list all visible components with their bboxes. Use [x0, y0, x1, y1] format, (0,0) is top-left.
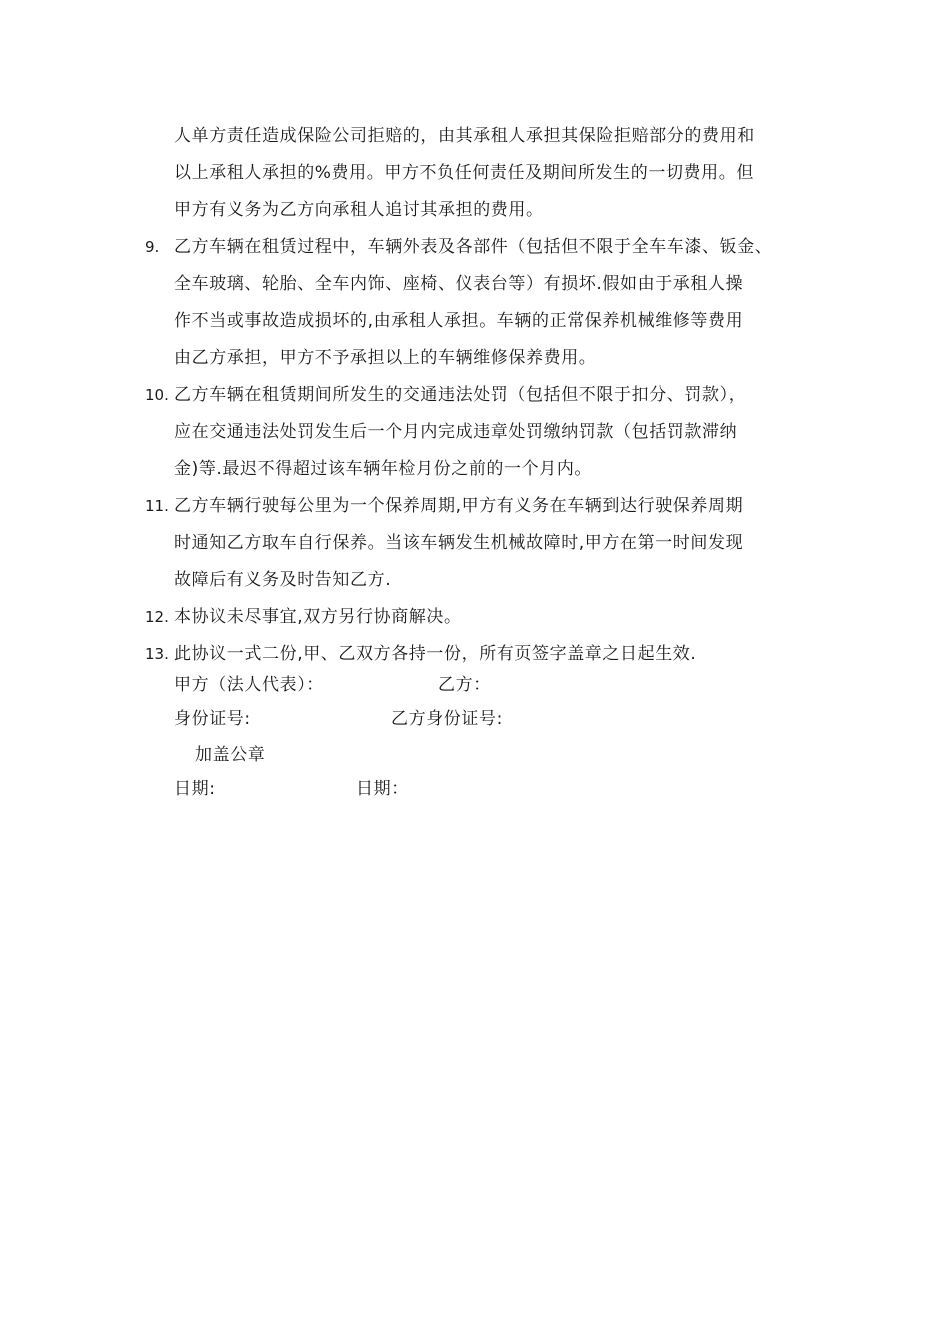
agreement-body — [145, 118, 825, 673]
id-number-label: 身份证号: — [174, 709, 251, 729]
clause-text: 全车玻璃、轮胎、全车内饰、座椅、仪表台等）有损坏.假如由于承租人操 — [174, 274, 744, 294]
clause-text: 本协议未尽事宜,双方另行协商解决。 — [174, 607, 462, 627]
clause-text: 乙方车辆在租赁期间所发生的交通违法处罚（包括但不限于扣分、罚款）， — [174, 385, 747, 405]
paragraph-line: 以上承租人承担的%费用。甲方不负任何责任及期间所发生的一切费用。但 — [174, 163, 754, 183]
clause-number: 9. — [145, 238, 160, 256]
clause-text: 时通知乙方取车自行保养。当该车辆发生机械故障时,甲方在第一时间发现 — [174, 533, 744, 553]
party-a-date-label: 日期: — [174, 779, 216, 799]
party-b-id-number-label: 乙方身份证号: — [391, 709, 503, 729]
company-seal-label: 加盖公章 — [195, 745, 266, 765]
clause-text: 乙方车辆在租赁过程中，车辆外表及各部件（包括但不限于全车车漆、钣金、 — [174, 237, 773, 257]
party-a-label: 甲方（法人代表）： — [174, 675, 324, 695]
clause-text: 乙方车辆行驶每公里为一个保养周期,甲方有义务在车辆到达行驶保养周期 — [174, 496, 744, 516]
paragraph-line: 人单方责任造成保险公司拒赔的，由其承租人承担其保险拒赔部分的费用和 — [174, 126, 755, 146]
clause-text: 金)等.最迟不得超过该车辆年检月份之前的一个月内。 — [174, 459, 593, 479]
clause-text: 此协议一式二份,甲、乙双方各持一份，所有页签字盖章之日起生效. — [174, 644, 697, 664]
clause-11 — [145, 488, 825, 525]
clause-10 — [145, 377, 825, 414]
clause-text: 由乙方承担，甲方不予承担以上的车辆维修保养费用。 — [174, 348, 597, 368]
party-b-date-label: 日期： — [356, 779, 409, 799]
clause-9 — [145, 229, 825, 266]
clause-number: 10. — [145, 386, 169, 404]
clause-12 — [145, 599, 825, 636]
clause-number: 13. — [145, 645, 169, 663]
clause-text: 故障后有义务及时告知乙方. — [174, 570, 392, 590]
clause-number: 11. — [145, 497, 169, 515]
paragraph-line: 甲方有义务为乙方向承租人追讨其承担的费用。 — [174, 200, 544, 220]
clause-13 — [145, 636, 825, 673]
clause-text: 应在交通违法处罚发生后一个月内完成违章处罚缴纳罚款（包括罚款滞纳 — [174, 422, 738, 442]
clause-number: 12. — [145, 608, 169, 626]
clause-text: 作不当或事故造成损坏的,由承租人承担。车辆的正常保养机械维修等费用 — [174, 311, 744, 331]
party-b-label: 乙方： — [438, 675, 491, 695]
